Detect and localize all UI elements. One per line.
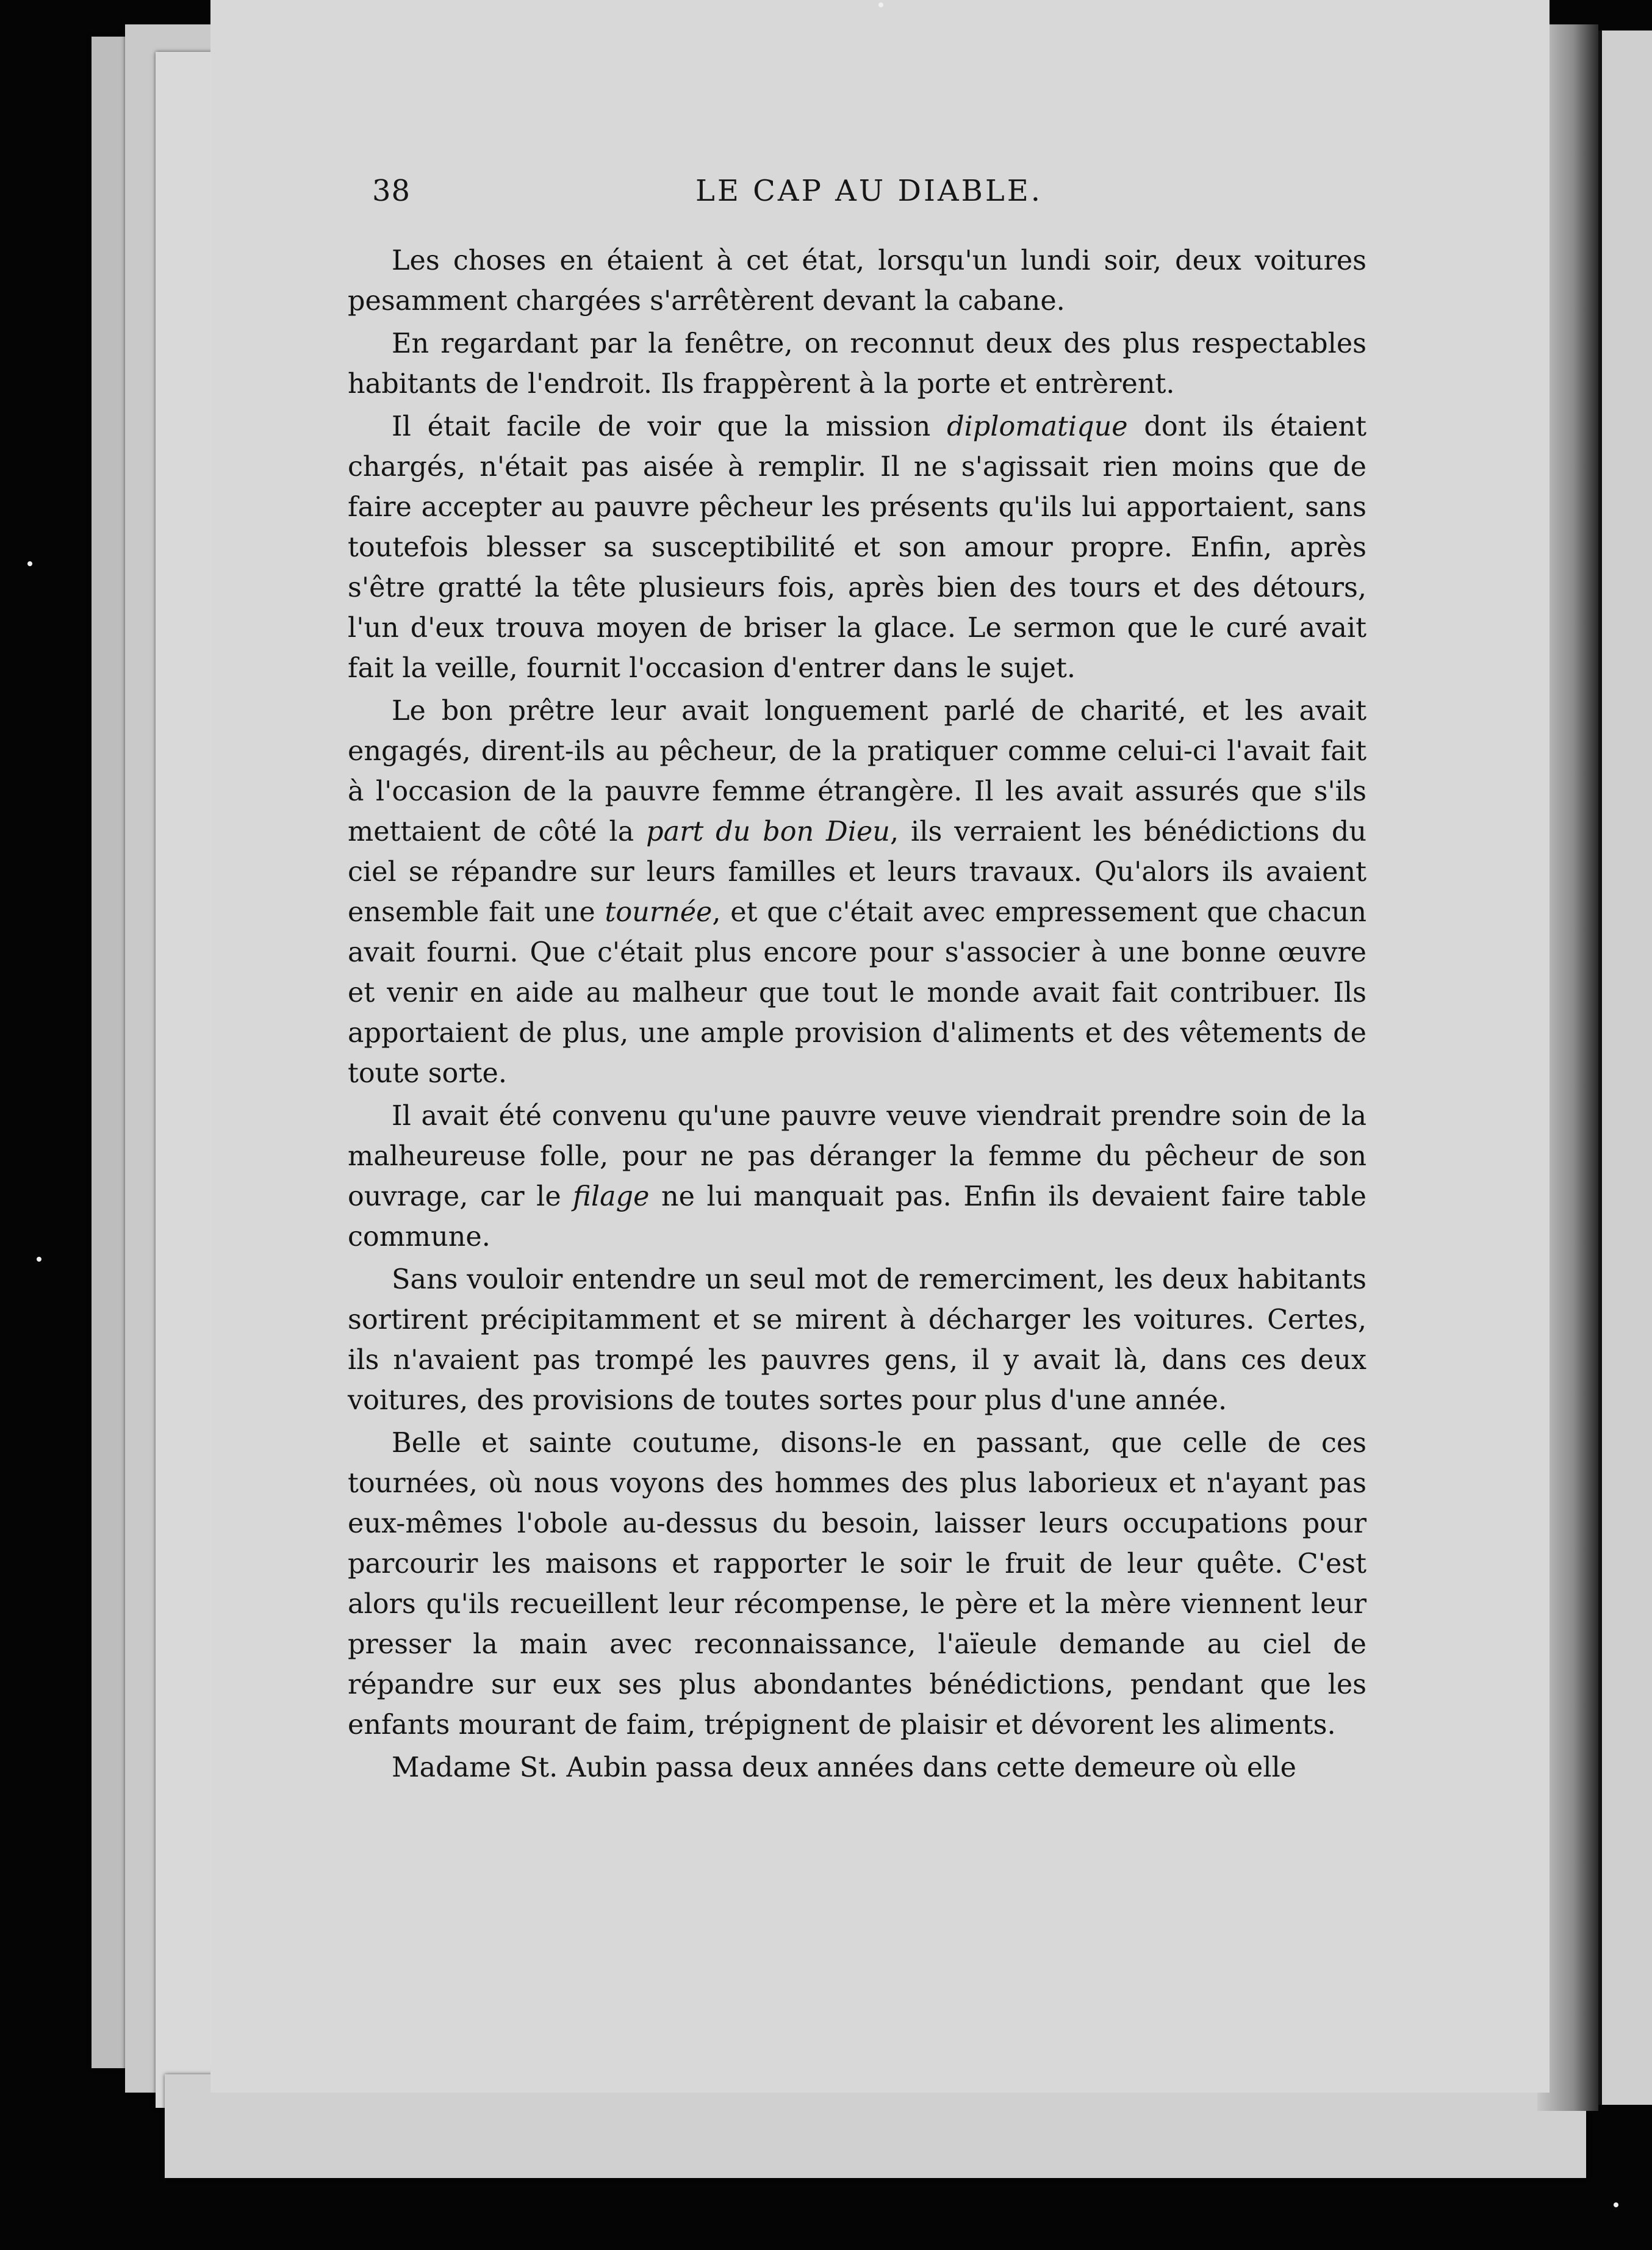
scan-speck (878, 2, 883, 7)
paragraph-3 (348, 407, 1366, 689)
scan-speck (37, 1257, 41, 1262)
emphasis-diplomatique: diplomatique (947, 411, 1128, 442)
paragraph-3-part-1: Il était facile de voir que la mission (392, 411, 947, 442)
page-number: 38 (372, 174, 411, 208)
emphasis-part-du-bon-dieu: part du bon Dieu (646, 816, 890, 847)
paragraph-8: Madame St. Aubin passa deux années dans cette demeure où elle (392, 1752, 1297, 1783)
running-title: LE CAP AU DIABLE. (695, 174, 1043, 208)
facing-page-edge (1598, 31, 1652, 2105)
page-header (372, 174, 1452, 217)
paragraph-4-part-2: , ils verraient les bénédictions du ciel se répandre sur leurs familles et leurs travaux. Qu'alors ils avaient ensemble fait une (348, 816, 1366, 928)
paragraph-2: En regardant par la fenêtre, on reconnut deux des plus respectables habitants de l'endroit. Ils frappèrent à la porte et entrèrent. (348, 328, 1366, 400)
paragraph-6: Sans vouloir entendre un seul mot de remerciment, les deux habitants sortirent précipitamment et se mirent à décharger les voitures. Certes, ils n'avaient pas trompé les pauvres gens, il y avait là, dans ces deux voitures, des provisions de toutes sortes pour plus d'une année. (348, 1264, 1366, 1416)
body-text (348, 241, 1366, 1791)
paragraph-7: Belle et sainte coutume, disons-le en passant, que celle de ces tournées, où nous voyons des hommes des plus laborieux et n'ayant pas eux-mêmes l'obole au-dessus du besoin, laisser leurs occupations pour parcourir les maisons et rapporter le soir le fruit de leur quête. C'est alors qu'ils recueillent leur récompense, le père et la mère viennent leur presser la main avec reconnaissance, l'aïeule demande au ciel de répandre sur eux ses plus abondantes bénédictions, pendant que les enfants mourant de faim, trépignent de plaisir et dévorent les aliments. (348, 1428, 1366, 1741)
emphasis-filage: filage (573, 1181, 650, 1212)
paragraph-1: Les choses en étaient à cet état, lorsqu'un lundi soir, deux voitures pesamment chargées s'arrêtèrent devant la cabane. (348, 245, 1366, 317)
scan-speck (27, 561, 32, 566)
paragraph-4-part-1: Le bon prêtre leur avait longuement parlé de charité, et les avait engagés, dirent-ils au pêcheur, de la pratiquer comme celui-ci l'avait fait à l'occasion de la pauvre femme étrangère. Il les avait assurés que s'ils mettaient de côté la (348, 695, 1366, 847)
scan-speck (1614, 2202, 1618, 2207)
paragraph-4 (348, 691, 1366, 1094)
emphasis-tournee: tournée (605, 897, 713, 928)
paragraph-4-part-3: , et que c'était avec empressement que chacun avait fourni. Que c'était plus encore pour s'associer à une bonne œuvre et venir en aide au malheur que tout le monde avait fait contribuer. Ils apportaient de plus, une ample provision d'aliments et des vêtements de toute sorte. (348, 897, 1366, 1089)
paragraph-3-part-2: dont ils étaient chargés, n'était pas aisée à remplir. Il ne s'agissait rien moins que de faire accepter au pauvre pêcheur les présents qu'ils lui apportaient, sans toutefois blesser sa susceptibilité et son amour propre. Enfin, après s'être gratté la tête plusieurs fois, après bien des tours et des détours, l'un d'eux trouva moyen de briser la glace. Le sermon que le curé avait fait la veille, fournit l'occasion d'entrer dans le sujet. (348, 411, 1366, 684)
paragraph-5-part-2: ne lui manquait pas. Enfin ils devaient faire table commune. (348, 1181, 1366, 1253)
paragraph-5 (348, 1096, 1366, 1257)
paragraph-5-part-1: Il avait été convenu qu'une pauvre veuve viendrait prendre soin de la malheureuse folle, pour ne pas déranger la femme du pêcheur de son ouvrage, car le (348, 1101, 1366, 1212)
